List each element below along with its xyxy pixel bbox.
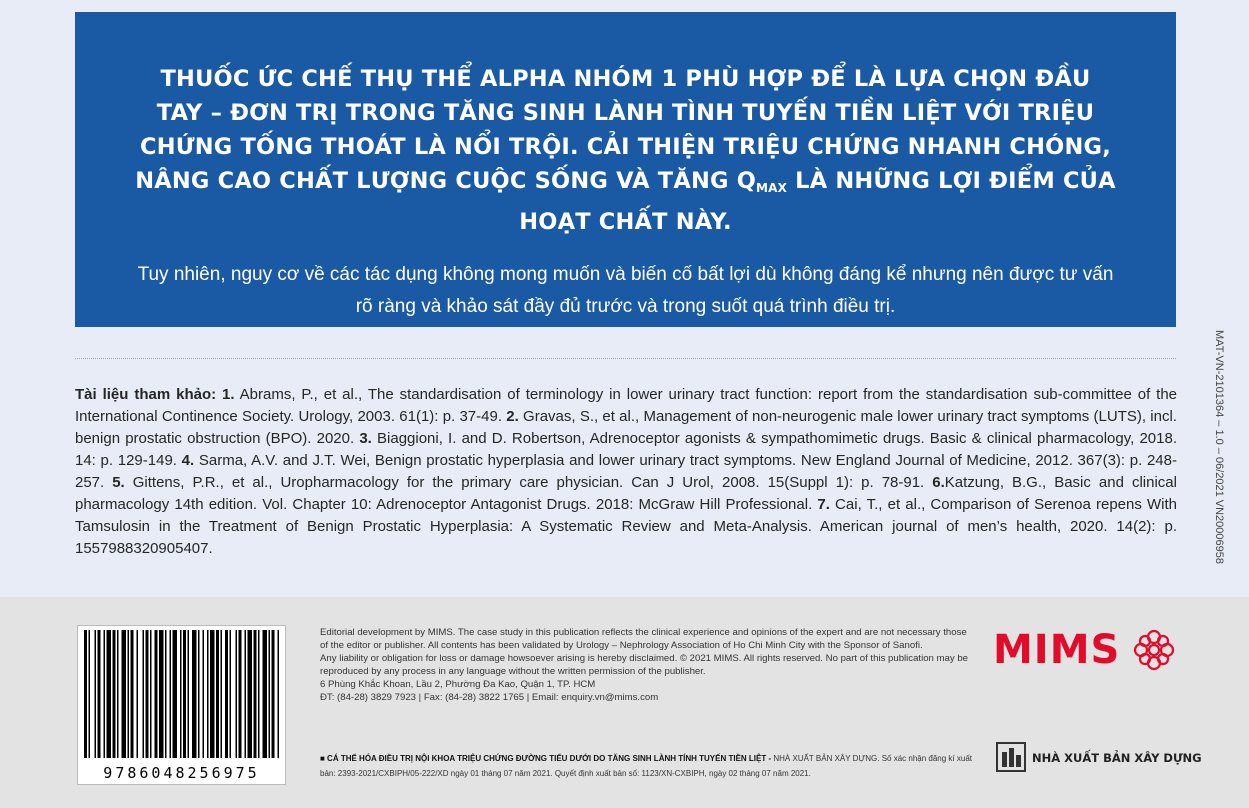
- barcode-bar: [248, 630, 253, 758]
- barcode-bar: [239, 630, 242, 758]
- barcode-bar: [150, 630, 152, 758]
- barcode-bar: [84, 630, 87, 758]
- barcode-bar: [188, 630, 190, 758]
- caution-text: Tuy nhiên, nguy cơ về các tác dụng không mong muốn và biến cố bất lợi dù không đáng kể nhưng nên được tư vấn rõ ràng và khảo sát đầy đủ trước và trong suốt quá trình điều trị.: [137, 264, 1114, 317]
- barcode-bar: [117, 630, 119, 758]
- references: Tài liệu tham khảo: 1. Abrams, P., et al., The standardisation of terminology in lower urinary tract function: report from the standardisation sub-committee of the International Continence Society. Urology, 2003. 61(1): p. 37-49. 2. Gravas, S., et al., Management of non-neurogenic male lower urinary tract symptoms (LUTS), incl. benign prostatic obstruction (BPO). 2020. 3. Biaggioni, I. and D. Robertson, Adrenoceptor agonists & sympathomimetic drugs. Basic & clinical pharmacology, 2018. 14: p. 129-149. 4. Sarma, A.V. and J.T. Wei, Benign prostatic hyperplasia and lower urinary tract symptoms. New England Journal of Medicine, 2012. 367(3): p. 248-257. 5. Gittens, P.R., et al., Uropharmacology for the primary care physician. Can J Urol, 2008. 15(Suppl 1): p. 78-91. 6.Katzung, B.G., Basic and clinical pharmacology 14th edition. Vol. Chapter 10: Adrenoceptor Antagonist Drugs. 2018: McGraw Hill Professional. 7. Cai, T., et al., Comparison of Serenoa repens With Tamsulosin in the Treatment of Benign Prostatic Hyperplasia: A Systematic Review and Meta-Analysis. American journal of men’s health, 2020. 14(2): p. 1557988320905407.: [75, 386, 1178, 557]
- barcode-bar: [254, 630, 257, 758]
- barcode-bar: [230, 630, 232, 758]
- barcode-bar: [122, 630, 127, 758]
- editorial-notice: [320, 626, 975, 704]
- barcode-bar: [236, 630, 238, 758]
- barcode-bar: [216, 630, 219, 758]
- mims-wordmark: MIMS: [993, 627, 1121, 673]
- barcode: [77, 625, 286, 785]
- barcode-bar: [225, 630, 228, 758]
- barcode-bar: [165, 630, 167, 758]
- barcode-bars: [84, 630, 280, 758]
- barcode-bar: [137, 630, 139, 758]
- barcode-bar: [159, 630, 164, 758]
- barcode-bar: [278, 630, 280, 758]
- barcode-bar: [263, 630, 268, 758]
- barcode-bar: [89, 630, 91, 758]
- publisher-logo: [996, 742, 1202, 774]
- barcode-bar: [272, 630, 275, 758]
- isbn-number: 9786048256975: [103, 764, 260, 782]
- document-code: MAT-VN-2101364 – 1.0 – 06/2021 VN20006958: [1213, 329, 1225, 564]
- barcode-bar: [104, 630, 106, 758]
- barcode-bar: [269, 630, 271, 758]
- barcode-bar: [95, 630, 97, 758]
- contact-line: ĐT: (84-28) 3829 7923 | Fax: (84-28) 3822 1765 | Email: enquiry.vn@mims.com: [320, 692, 659, 703]
- barcode-bar: [128, 630, 130, 758]
- references-label: Tài liệu tham khảo:: [75, 386, 217, 403]
- barcode-bar: [98, 630, 101, 758]
- barcode-bar: [221, 630, 223, 758]
- barcode-bar: [180, 630, 182, 758]
- barcode-bar: [198, 630, 200, 758]
- barcode-bar: [107, 630, 112, 758]
- key-message-box: [75, 12, 1176, 327]
- headline: THUỐC ỨC CHẾ THỤ THỂ ALPHA NHÓM 1 PHÙ HỢP ĐỂ LÀ LỰA CHỌN ĐẦU TAY – ĐƠN TRỊ TRONG TĂNG SINH LÀNH TÌNH TUYẾN TIỀN LIỆT VỚI TRIỆU CHỨNG TỐNG THOÁT LÀ NỔI TRỘI. CẢI THIỆN TRIỆU CHỨNG NHANH CHÓNG, NÂNG CAO CHẤT LƯỢNG CUỘC SỐNG VÀ TĂNG $Q_{MAX}$ LÀ NHỮNG LỢI ĐIỂM CỦA HOẠT CHẤT NÀY.: [135, 66, 1116, 235]
- address-line: 6 Phùng Khắc Khoan, Lầu 2, Phường Đa Kao, Quận 1, TP. HCM: [320, 679, 596, 690]
- barcode-bar: [143, 630, 145, 758]
- barcode-bar: [131, 630, 134, 758]
- barcode-bar: [183, 630, 186, 758]
- barcode-bar: [210, 630, 215, 758]
- barcode-bar: [113, 630, 116, 758]
- publication-disclaimer: ■ CÁ THỂ HÓA ĐIỀU TRỊ NỘI KHOA TRIỆU CHỨNG ĐƯỜNG TIỂU DƯỚI DO TĂNG SINH LÀNH TÍNH TUYẾN TIỀN LIỆT - NHÀ XUẤT BẢN XÂY DỰNG. Số xác nhận đăng kí xuất bản: 2393-2021/CXBIPH/05-222/XD ngày 01 tháng 07 năm 2021. Quyết định xuất bản số: 1123/XN-CXBIPH, ngày 02 tháng 07 năm 2021.: [320, 754, 972, 778]
- dotted-divider: [75, 358, 1176, 359]
- mims-flower-icon: [1129, 625, 1179, 675]
- building-icon: [996, 742, 1026, 772]
- barcode-bar: [146, 630, 149, 758]
- barcode-bar: [155, 630, 158, 758]
- barcode-bar: [203, 630, 205, 758]
- editorial-line: Editorial development by MIMS. The case study in this publication reflects the clinical experience and opinions of the expert and are not necessary those of the editor or publisher. All contents has been validated by Urology – Nephrology Association of Ho Chi Minh City with the Sponsor of Sanofi.: [320, 627, 967, 651]
- barcode-bar: [192, 630, 197, 758]
- barcode-bar: [258, 630, 260, 758]
- publisher-name: NHÀ XUẤT BẢN XÂY DỰNG: [1032, 751, 1202, 765]
- qmax-subscript: MAX: [756, 181, 788, 195]
- barcode-bar: [173, 630, 178, 758]
- editorial-line: Any liability or obligation for loss or damage howsoever arising is hereby disclaimed. © 2021 MIMS. All rights reserved. No part of this publication may be reproduced by any process in any language without the written permission of the publisher.: [320, 653, 969, 677]
- barcode-bar: [245, 630, 247, 758]
- barcode-bar: [170, 630, 172, 758]
- mims-logo: [993, 625, 1183, 675]
- barcode-bar: [207, 630, 209, 758]
